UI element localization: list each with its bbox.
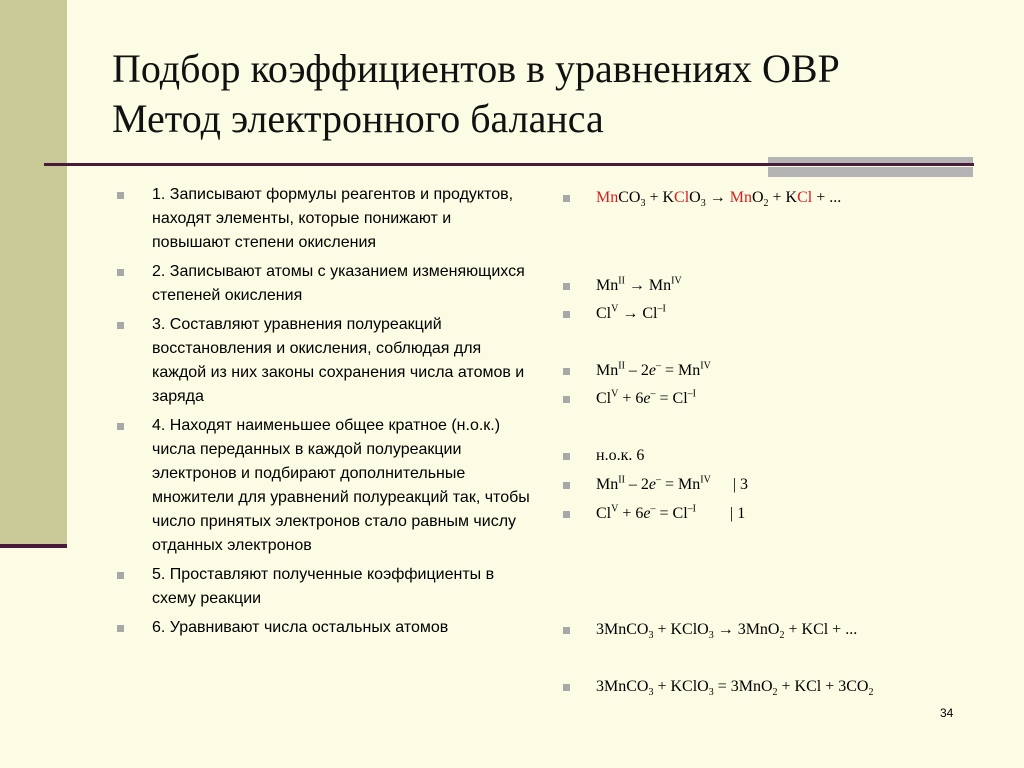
cl-factor: | 1: [729, 505, 746, 522]
step-item: 2. Записывают атомы с указанием изменяющихся степеней окисления: [112, 260, 532, 308]
step-item: 3. Составляют уравнения полуреакций восстановления и окисления, соблюдая для каждой из них законы сохранения числа атомов и заряда: [112, 313, 532, 409]
lcm-line: н.о.к. 6: [560, 446, 644, 466]
page-number: 34: [940, 706, 954, 720]
step-item: 6. Уравнивают числа остальных атомов: [112, 616, 532, 640]
square-bullet-icon: [563, 627, 570, 634]
mn-half-reaction: $Mn^{II} - 2e^- = Mn^{IV}$: [560, 361, 711, 381]
cl-half-reaction-factor: $Cl^V + 6e^- = Cl^{-I}$ | 1: [560, 504, 745, 524]
square-bullet-icon: [563, 368, 570, 375]
square-bullet-icon: [117, 423, 124, 430]
coefficient-scheme: 3MnCO$_3$ + KClO$_3$ → 3MnO$_2$ + KCl + ...: [560, 620, 857, 640]
cl-oxidation-change: $Cl^V \to Cl^{-I}$: [560, 304, 666, 324]
square-bullet-icon: [117, 192, 124, 199]
mn-factor: | 3: [732, 476, 749, 493]
mn-half-reaction-factor: $Mn^{II} - 2e^- = Mn^{IV}$ | 3: [560, 475, 748, 495]
steps-list: [112, 183, 532, 645]
mn-oxidation-change: $Mn^{II} \to Mn^{IV}$: [560, 276, 682, 296]
square-bullet-icon: [563, 511, 570, 518]
title-line-1: Подбор коэффициентов в уравнениях ОВР: [112, 46, 840, 91]
cl-half-reaction: $Cl^V + 6e^- = Cl^{-I}$: [560, 389, 696, 409]
square-bullet-icon: [563, 283, 570, 290]
square-bullet-icon: [563, 396, 570, 403]
square-bullet-icon: [563, 482, 570, 489]
title-line-2: Метод электронного баланса: [112, 96, 604, 141]
square-bullet-icon: [563, 684, 570, 691]
side-decor-line: [0, 544, 67, 548]
square-bullet-icon: [563, 195, 570, 202]
final-equation: 3MnCO$_3$ + KClO$_3$ = 3MnO$_2$ + KCl + $3CO_2$: [560, 677, 873, 697]
reaction-scheme: MnCO$_3$ + KClO$_3$ → MnO$_2$ + KCl + ...: [560, 188, 841, 208]
equations-column: [560, 0, 1000, 768]
square-bullet-icon: [117, 322, 124, 329]
square-bullet-icon: [563, 453, 570, 460]
step-item: 5. Проставляют полученные коэффициенты в схему реакции: [112, 563, 532, 611]
side-decor-bar: [0, 0, 67, 546]
step-item: 4. Находят наименьшее общее кратное (н.о.к.) числа переданных в каждой полуреакции электронов и подбирают дополнительные множители для уравнений полуреакций так, чтобы число принятых электронов стало равным числу отданных электронов: [112, 414, 532, 558]
square-bullet-icon: [563, 311, 570, 318]
square-bullet-icon: [117, 269, 124, 276]
square-bullet-icon: [117, 572, 124, 579]
square-bullet-icon: [117, 625, 124, 632]
step-item: 1. Записывают формулы реагентов и продуктов, находят элементы, которые понижают и повышают степени окисления: [112, 183, 532, 255]
